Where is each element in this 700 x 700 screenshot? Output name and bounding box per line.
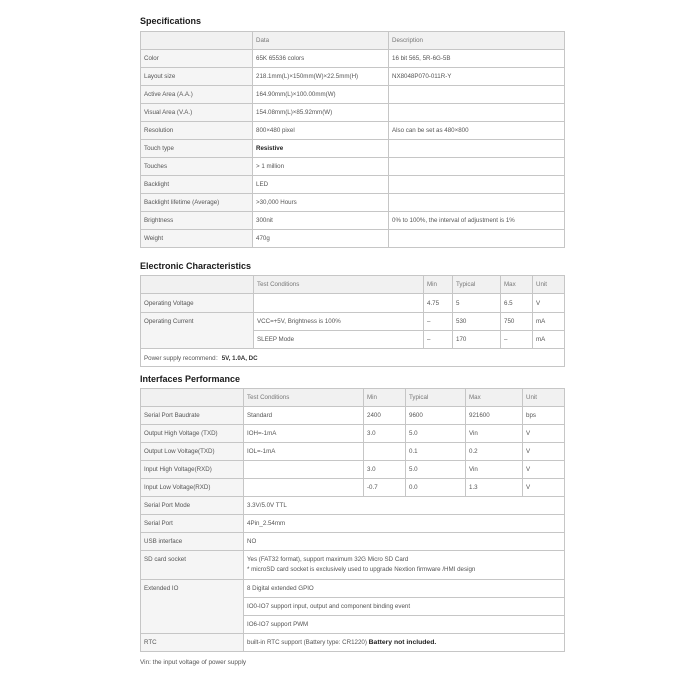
table-row: [141, 294, 565, 313]
row-label: Serial Port Baudrate: [141, 407, 244, 425]
cell: 9600: [406, 407, 466, 425]
cell: Standard: [244, 407, 364, 425]
row-label: Serial Port Mode: [141, 497, 244, 515]
row-label: Extended IO: [141, 580, 244, 634]
header-cell: Test Conditions: [254, 276, 424, 294]
cell: IO6-IO7 support PWM: [244, 616, 565, 634]
table-row: [141, 50, 565, 68]
footnote: Vin: the input voltage of power supply: [140, 659, 247, 666]
row-label: Input Low Voltage(RXD): [141, 479, 244, 497]
cell: 170: [453, 331, 501, 349]
cell: SLEEP Mode: [254, 331, 424, 349]
table-row: [141, 86, 565, 104]
table-row: [141, 479, 565, 497]
power-supply-label: Power supply recommend：: [144, 355, 222, 362]
row-label: Visual Area (V.A.): [141, 104, 253, 122]
row-label: Operating Voltage: [141, 294, 254, 313]
rtc-note: Battery not included.: [368, 639, 437, 646]
table-row: [141, 104, 565, 122]
row-label: Resolution: [141, 122, 253, 140]
electronic-characteristics-title: Electronic Characteristics: [140, 261, 252, 271]
cell: mA: [533, 313, 565, 331]
cell: Resistive: [253, 140, 389, 158]
cell: 0.0: [406, 479, 466, 497]
specifications-table: [140, 31, 565, 248]
header-cell: Max: [466, 389, 523, 407]
cell: 300nit: [253, 212, 389, 230]
table-row: [141, 580, 565, 598]
table-header-row: [141, 32, 565, 50]
cell: [244, 479, 364, 497]
row-label: Serial Port: [141, 515, 244, 533]
table-row: [141, 634, 565, 652]
cell: 750: [501, 313, 533, 331]
cell: NO: [244, 533, 565, 551]
rtc-value: built-in RTC support (Battery type: CR1220): [247, 639, 367, 646]
cell: 4.75: [424, 294, 453, 313]
header-cell: Test Conditions: [244, 389, 364, 407]
cell: > 1 million: [253, 158, 389, 176]
header-cell: [141, 276, 254, 294]
cell: 470g: [253, 230, 389, 248]
table-row: [141, 230, 565, 248]
header-cell: Typical: [453, 276, 501, 294]
cell: 8 Digital extended GPIO: [244, 580, 565, 598]
cell: bps: [523, 407, 565, 425]
row-label: Active Area (A.A.): [141, 86, 253, 104]
row-label: Operating Current: [141, 313, 254, 349]
cell: 5.0: [406, 461, 466, 479]
cell: –: [501, 331, 533, 349]
cell: 65K 65536 colors: [253, 50, 389, 68]
electronic-characteristics-table: [140, 275, 565, 367]
cell: 2400: [364, 407, 406, 425]
specifications-title: Specifications: [140, 16, 202, 26]
header-cell: Unit: [523, 389, 565, 407]
cell: VCC=+5V, Brightness is 100%: [254, 313, 424, 331]
table-row: [141, 515, 565, 533]
sd-card-note: * microSD card socket is exclusively used to upgrade Nextion firmware /HMI design: [247, 566, 476, 573]
cell: 5: [453, 294, 501, 313]
cell: 0% to 100%, the interval of adjustment is 1%: [389, 212, 565, 230]
interfaces-performance-table: [140, 388, 565, 652]
cell: mA: [533, 331, 565, 349]
sd-card-cell: [244, 551, 565, 580]
cell: 5.0: [406, 425, 466, 443]
table-row: [141, 68, 565, 86]
table-row: [141, 497, 565, 515]
cell: 4Pin_2.54mm: [244, 515, 565, 533]
cell: V: [523, 425, 565, 443]
header-cell: Data: [253, 32, 389, 50]
cell: V: [523, 443, 565, 461]
table-row: [141, 349, 565, 367]
row-label: Input High Voltage(RXD): [141, 461, 244, 479]
header-cell: Min: [424, 276, 453, 294]
cell: 3.3V/5.0V TTL: [244, 497, 565, 515]
cell: 921600: [466, 407, 523, 425]
header-cell: Typical: [406, 389, 466, 407]
row-label: SD card socket: [141, 551, 244, 580]
cell: –: [424, 313, 453, 331]
row-label: Weight: [141, 230, 253, 248]
row-label: Backlight: [141, 176, 253, 194]
table-header-row: [141, 389, 565, 407]
cell: 3.0: [364, 461, 406, 479]
cell: >30,000 Hours: [253, 194, 389, 212]
row-label: Output High Voltage (TXD): [141, 425, 244, 443]
cell: [254, 294, 424, 313]
cell: 0.1: [406, 443, 466, 461]
header-cell: Min: [364, 389, 406, 407]
header-cell: Description: [389, 32, 565, 50]
cell: Vin: [466, 461, 523, 479]
cell: 6.5: [501, 294, 533, 313]
row-label: RTC: [141, 634, 244, 652]
cell: 3.0: [364, 425, 406, 443]
header-cell: Unit: [533, 276, 565, 294]
cell: Also can be set as 480×800: [389, 122, 565, 140]
power-supply-value: 5V, 1.0A, DC: [221, 355, 258, 362]
cell: IO0-IO7 support input, output and component binding event: [244, 598, 565, 616]
row-label: Layout size: [141, 68, 253, 86]
cell: [389, 86, 565, 104]
table-row: [141, 212, 565, 230]
table-row: [141, 443, 565, 461]
header-cell: [141, 32, 253, 50]
cell: [389, 140, 565, 158]
cell: [389, 230, 565, 248]
table-row: [141, 533, 565, 551]
power-supply-cell: [141, 349, 565, 367]
cell: [244, 461, 364, 479]
cell: 0.2: [466, 443, 523, 461]
cell: 530: [453, 313, 501, 331]
cell: 154.08mm(L)×85.92mm(W): [253, 104, 389, 122]
header-cell: Max: [501, 276, 533, 294]
table-row: [141, 313, 565, 331]
cell: [389, 104, 565, 122]
sd-card-line: Yes (FAT32 format), support maximum 32G Micro SD Card: [247, 556, 409, 563]
cell: NX8048P070-011R-Y: [389, 68, 565, 86]
cell: 800×480 pixel: [253, 122, 389, 140]
cell: –: [424, 331, 453, 349]
cell: 16 bit 565, 5R-6G-5B: [389, 50, 565, 68]
cell: V: [523, 479, 565, 497]
cell: [389, 158, 565, 176]
cell: [389, 176, 565, 194]
cell: IOH=-1mA: [244, 425, 364, 443]
row-label: Touches: [141, 158, 253, 176]
table-row: [141, 425, 565, 443]
table-row: [141, 122, 565, 140]
cell: 164.90mm(L)×100.00mm(W): [253, 86, 389, 104]
cell: -0.7: [364, 479, 406, 497]
table-header-row: [141, 276, 565, 294]
rtc-cell: [244, 634, 565, 652]
header-cell: [141, 389, 244, 407]
row-label: Output Low Voltage(TXD): [141, 443, 244, 461]
row-label: Backlight lifetime (Average): [141, 194, 253, 212]
cell: Vin: [466, 425, 523, 443]
row-label: USB interface: [141, 533, 244, 551]
cell: IOL=-1mA: [244, 443, 364, 461]
table-row: [141, 551, 565, 580]
row-label: Color: [141, 50, 253, 68]
interfaces-performance-title: Interfaces Performance: [140, 374, 241, 384]
cell: [389, 194, 565, 212]
table-row: [141, 158, 565, 176]
cell: 1.3: [466, 479, 523, 497]
cell: 218.1mm(L)×150mm(W)×22.5mm(H): [253, 68, 389, 86]
table-row: [141, 140, 565, 158]
cell: V: [533, 294, 565, 313]
cell: V: [523, 461, 565, 479]
table-row: [141, 194, 565, 212]
table-row: [141, 176, 565, 194]
row-label: Brightness: [141, 212, 253, 230]
table-row: [141, 407, 565, 425]
row-label: Touch type: [141, 140, 253, 158]
cell: LED: [253, 176, 389, 194]
table-row: [141, 461, 565, 479]
cell: [364, 443, 406, 461]
